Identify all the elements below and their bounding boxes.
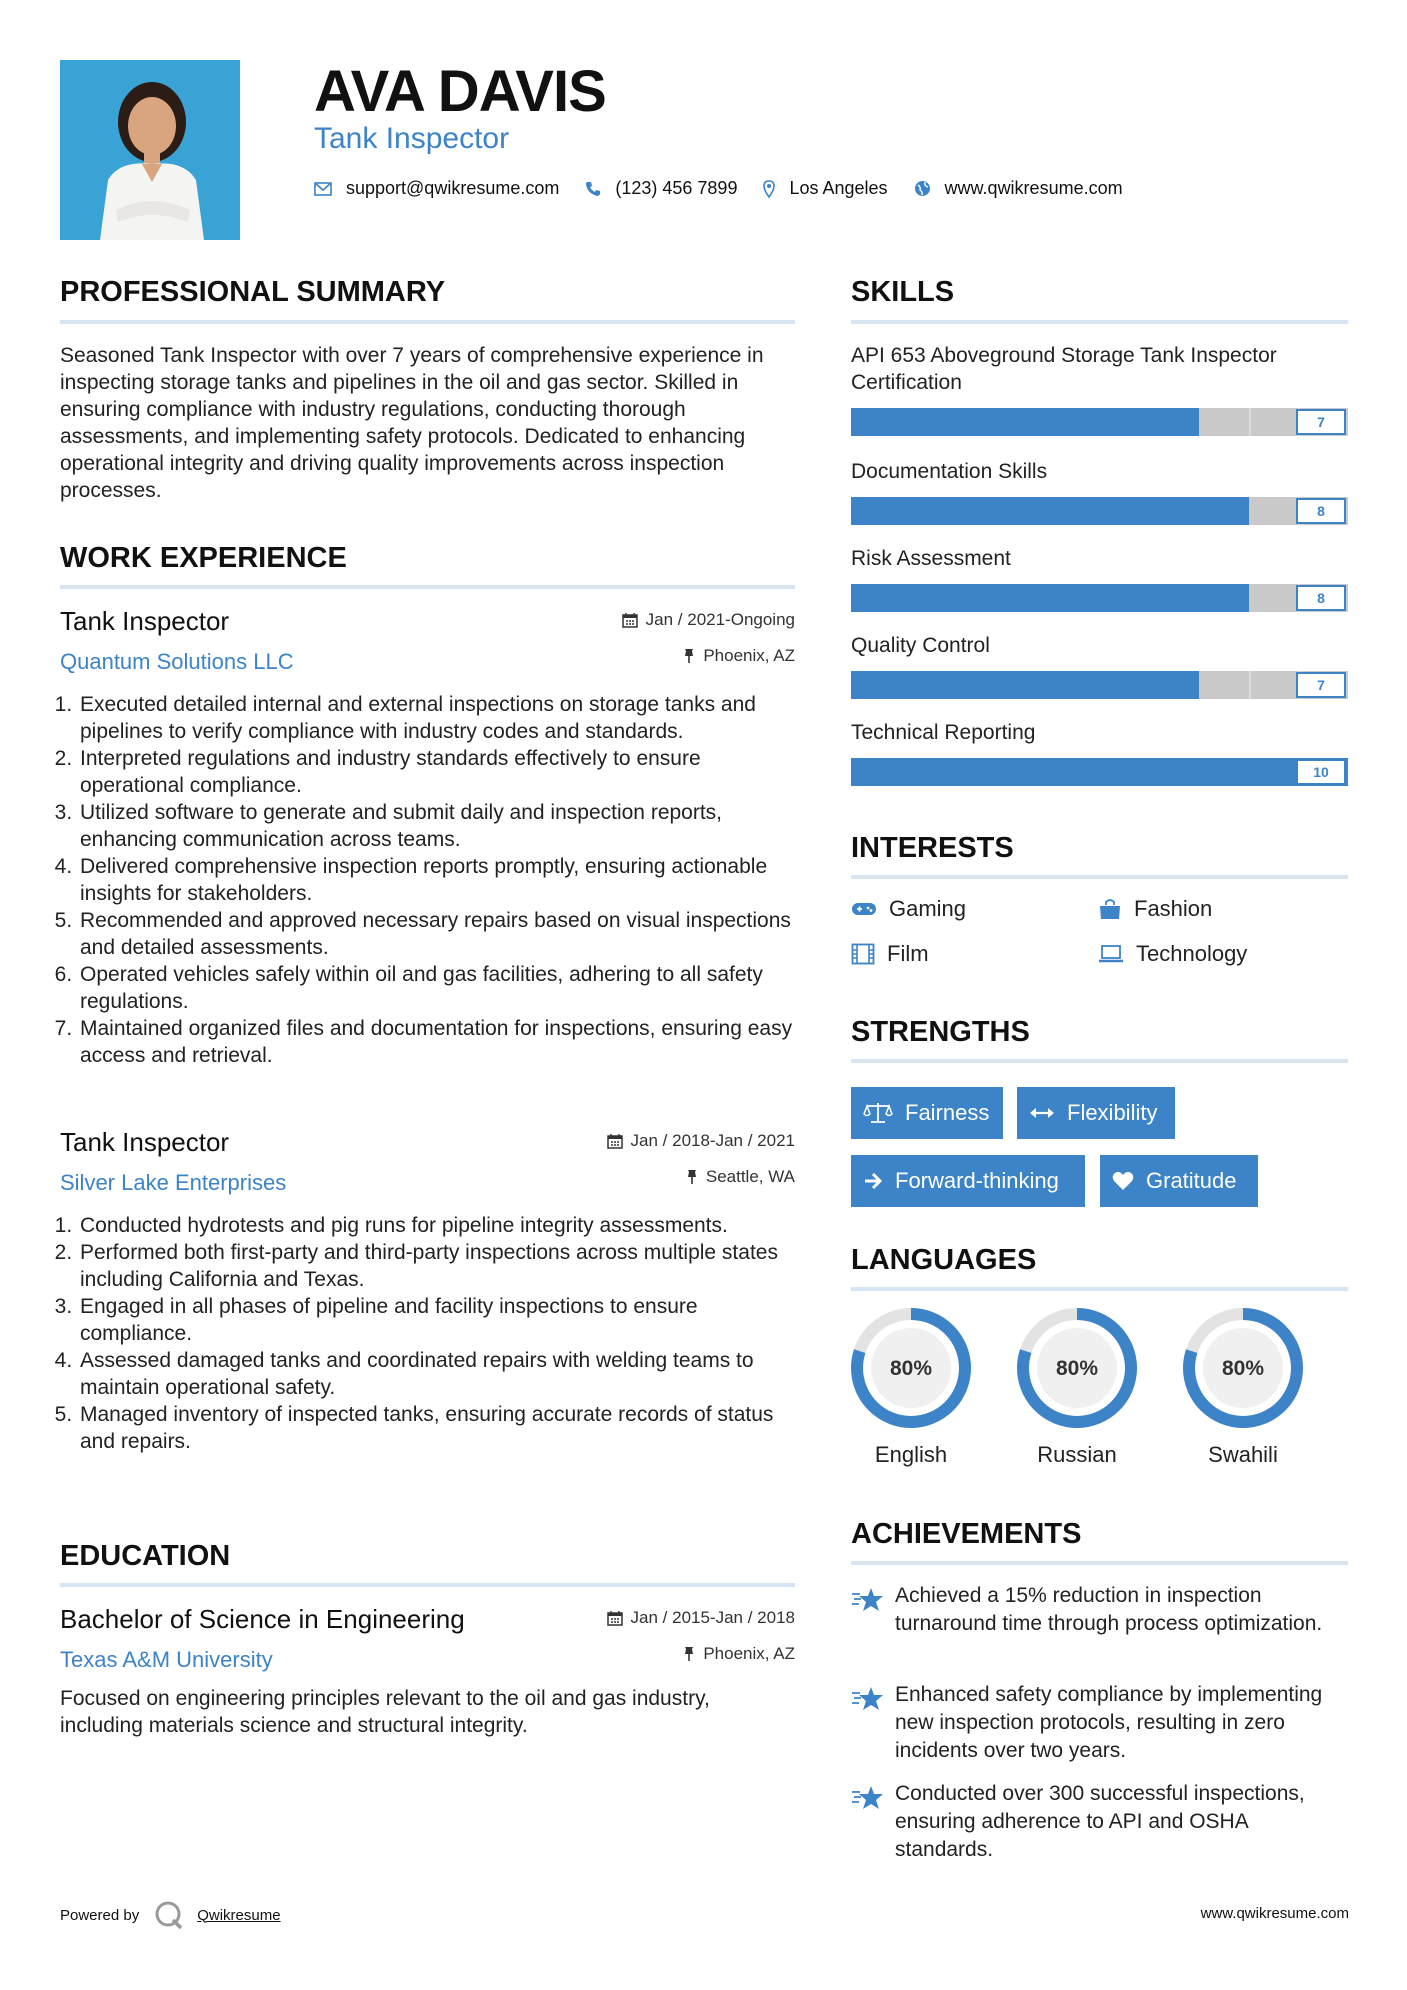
interests-rule xyxy=(851,875,1348,879)
job-bullet: 4. Assessed damaged tanks and coordinated repairs with welding teams to maintain operational safety. xyxy=(78,1347,795,1401)
achievements-heading: ACHIEVEMENTS xyxy=(851,1518,1082,1550)
interest-label: Technology xyxy=(1136,941,1248,966)
job-date xyxy=(607,1131,795,1151)
education-description: Focused on engineering principles relevant to the oil and gas industry, including materials science and structural integrity. xyxy=(60,1687,710,1737)
job-entry-2 xyxy=(60,1127,795,1455)
job-title: Tank Inspector xyxy=(60,606,230,636)
job-entry-1 xyxy=(60,606,795,1069)
skill-bar-fill xyxy=(851,497,1249,525)
skill-item xyxy=(851,342,1348,436)
language-ring xyxy=(1181,1306,1305,1430)
contact-website[interactable]: www.qwikresume.com xyxy=(944,178,1123,198)
interest-item xyxy=(851,941,929,967)
arrows-horizontal-icon xyxy=(1029,1106,1055,1120)
strengths-heading: STRENGTHS xyxy=(851,1016,1030,1048)
interest-item xyxy=(1098,941,1247,967)
job-bullet: 3. Engaged in all phases of pipeline and facility inspections to ensure compliance. xyxy=(78,1293,795,1347)
job-date-text: Jan / 2018-Jan / 2021 xyxy=(630,1131,795,1150)
interest-label: Film xyxy=(887,941,929,966)
strengths-rule xyxy=(851,1059,1348,1063)
contact-bar xyxy=(314,178,1149,199)
footer-powered-by xyxy=(60,1900,281,1930)
contact-phone[interactable]: (123) 456 7899 xyxy=(615,178,738,198)
job-location-text: Seattle, WA xyxy=(705,1167,795,1186)
language-percent: 80% xyxy=(1055,1357,1099,1380)
powered-by-label: Powered by xyxy=(60,1906,140,1924)
strength-badge xyxy=(1017,1087,1175,1139)
footer-website[interactable]: www.qwikresume.com xyxy=(1200,1905,1349,1922)
pin-icon xyxy=(683,1646,695,1662)
contact-email[interactable]: support@qwikresume.com xyxy=(346,178,560,198)
job-location xyxy=(686,1167,795,1187)
skill-level-badge: 8 xyxy=(1296,585,1346,611)
skill-level-badge: 10 xyxy=(1296,759,1346,785)
balance-scale-icon xyxy=(863,1101,893,1125)
skill-name: Risk Assessment xyxy=(851,547,1011,570)
job-bullets xyxy=(60,1212,795,1455)
job-company: Silver Lake Enterprises xyxy=(60,1170,287,1195)
skill-name: Quality Control xyxy=(851,634,990,657)
globe-icon xyxy=(914,180,931,197)
gamepad-icon xyxy=(851,900,877,918)
job-location-text: Phoenix, AZ xyxy=(703,646,795,665)
candidate-title: Tank Inspector xyxy=(314,122,510,155)
skill-bar-fill xyxy=(851,408,1199,436)
heart-icon xyxy=(1112,1171,1134,1191)
education-date-text: Jan / 2015-Jan / 2018 xyxy=(630,1608,795,1627)
education-heading: EDUCATION xyxy=(60,1540,231,1572)
interest-label: Gaming xyxy=(889,896,967,921)
job-bullet: 1. Conducted hydrotests and pig runs for pipeline integrity assessments. xyxy=(78,1212,795,1239)
language-name: Swahili xyxy=(1208,1442,1278,1467)
skills-rule xyxy=(851,320,1348,324)
strength-label: Forward-thinking xyxy=(895,1168,1059,1193)
job-bullet: 2. Performed both first-party and third-party inspections across multiple states including California and Texas. xyxy=(78,1239,795,1293)
education-school: Texas A&M University xyxy=(60,1647,273,1672)
pin-icon xyxy=(683,648,695,664)
education-location-text: Phoenix, AZ xyxy=(703,1644,795,1663)
languages-rule xyxy=(851,1287,1348,1291)
pin-icon xyxy=(686,1169,698,1185)
achievement-item xyxy=(851,1780,1348,1864)
film-icon xyxy=(851,943,875,965)
job-bullet: 5. Managed inventory of inspected tanks, ensuring accurate records of status and repairs. xyxy=(78,1401,795,1455)
skill-item xyxy=(851,719,1348,786)
interest-label: Fashion xyxy=(1134,896,1213,921)
strength-badge xyxy=(1100,1155,1258,1207)
experience-heading: WORK EXPERIENCE xyxy=(60,542,347,574)
language-ring xyxy=(1015,1306,1139,1430)
skill-bar xyxy=(851,584,1348,612)
skill-item xyxy=(851,458,1348,525)
skill-bar xyxy=(851,408,1348,436)
skill-name: API 653 Aboveground Storage Tank Inspector Certification xyxy=(851,344,1277,394)
skill-level-badge: 8 xyxy=(1296,498,1346,524)
education-rule xyxy=(60,1583,795,1587)
profile-photo xyxy=(60,60,240,240)
candidate-name: AVA DAVIS xyxy=(314,59,606,124)
skill-level-badge: 7 xyxy=(1296,672,1346,698)
interest-item xyxy=(851,896,966,922)
strength-badge xyxy=(851,1087,1003,1139)
skill-bar-fill xyxy=(851,584,1249,612)
contact-location: Los Angeles xyxy=(789,178,888,198)
strength-label: Gratitude xyxy=(1146,1168,1237,1193)
skill-bar xyxy=(851,758,1348,786)
language-item xyxy=(1015,1306,1139,1468)
calendar-icon xyxy=(607,1133,623,1149)
interest-item xyxy=(1098,896,1212,922)
language-percent: 80% xyxy=(889,1357,933,1380)
job-company: Quantum Solutions LLC xyxy=(60,649,294,674)
experience-rule xyxy=(60,585,795,589)
language-percent: 80% xyxy=(1221,1357,1265,1380)
achievement-item xyxy=(851,1681,1348,1765)
skill-bar-fill xyxy=(851,671,1199,699)
star-icon xyxy=(851,1784,885,1812)
education-degree: Bachelor of Science in Engineering xyxy=(60,1604,465,1634)
job-bullet: 3. Utilized software to generate and submit daily and inspection reports, enhancing communication across teams. xyxy=(78,799,795,853)
job-date-text: Jan / 2021-Ongoing xyxy=(645,610,795,629)
achievement-text: Achieved a 15% reduction in inspection turnaround time through process optimization. xyxy=(895,1584,1323,1635)
skill-name: Technical Reporting xyxy=(851,721,1036,744)
education-entry xyxy=(60,1604,795,1739)
job-bullet: 7. Maintained organized files and documentation for inspections, ensuring easy access and retrieval. xyxy=(78,1015,795,1069)
star-icon xyxy=(851,1586,885,1614)
skill-bar-segment xyxy=(1249,671,1251,699)
profile-photo-illustration xyxy=(60,60,240,240)
job-bullets xyxy=(60,691,795,1069)
education-location xyxy=(683,1644,795,1664)
calendar-icon xyxy=(622,612,638,628)
summary-rule xyxy=(60,320,795,324)
strength-label: Fairness xyxy=(905,1100,990,1125)
achievement-text: Enhanced safety compliance by implementing new inspection protocols, resulting in zero incidents over two years. xyxy=(895,1683,1323,1762)
skill-name: Documentation Skills xyxy=(851,460,1048,483)
job-bullet: 1. Executed detailed internal and external inspections on storage tanks and pipelines to verify compliance with industry codes and standards. xyxy=(78,691,795,745)
language-item xyxy=(1181,1306,1305,1468)
star-icon xyxy=(851,1685,885,1713)
language-item xyxy=(849,1306,973,1468)
job-title: Tank Inspector xyxy=(60,1127,230,1157)
skill-bar xyxy=(851,671,1348,699)
strength-badge xyxy=(851,1155,1085,1207)
job-bullet: 2. Interpreted regulations and industry standards effectively to ensure operational compliance. xyxy=(78,745,795,799)
laptop-icon xyxy=(1098,944,1124,964)
job-bullet: 6. Operated vehicles safely within oil and gas facilities, adhering to all safety regulations. xyxy=(78,961,795,1015)
job-bullet: 4. Delivered comprehensive inspection reports promptly, ensuring actionable insights for stakeholders. xyxy=(78,853,795,907)
achievement-item xyxy=(851,1582,1348,1638)
skill-bar-fill xyxy=(851,758,1348,786)
shopping-bag-icon xyxy=(1098,898,1122,920)
skills-heading: SKILLS xyxy=(851,276,955,308)
job-date xyxy=(622,610,795,630)
arrow-right-icon xyxy=(863,1171,883,1191)
skill-item xyxy=(851,545,1348,612)
map-marker-icon xyxy=(763,180,775,198)
strength-label: Flexibility xyxy=(1067,1100,1158,1125)
skill-bar-segment xyxy=(1249,408,1251,436)
interests-heading: INTERESTS xyxy=(851,832,1014,864)
qwikresume-logo-icon xyxy=(153,1900,185,1930)
language-name: Russian xyxy=(1037,1442,1117,1467)
summary-heading: PROFESSIONAL SUMMARY xyxy=(60,276,446,308)
achievement-text: Conducted over 300 successful inspections, ensuring adherence to API and OSHA standards. xyxy=(895,1782,1305,1861)
brand-link[interactable]: Qwikresume xyxy=(197,1906,281,1924)
calendar-icon xyxy=(607,1610,623,1626)
skill-item xyxy=(851,632,1348,699)
language-ring xyxy=(849,1306,973,1430)
job-bullet: 5. Recommended and approved necessary repairs based on visual inspections and detailed assessments. xyxy=(78,907,795,961)
summary-text: Seasoned Tank Inspector with over 7 years of comprehensive experience in inspecting storage tanks and pipelines in the oil and gas sector. Skilled in ensuring compliance with industry regulations, conducting thorough assessments, and implementing safety protocols. Dedicated to enhancing operational integrity and driving quality improvements across inspection processes. xyxy=(60,344,764,502)
achievements-rule xyxy=(851,1561,1348,1565)
education-date xyxy=(607,1608,795,1628)
envelope-icon xyxy=(314,182,332,196)
skill-level-badge: 7 xyxy=(1296,409,1346,435)
languages-heading: LANGUAGES xyxy=(851,1244,1037,1276)
language-name: English xyxy=(874,1442,948,1467)
phone-icon xyxy=(585,181,601,197)
job-location xyxy=(683,646,795,666)
skill-bar xyxy=(851,497,1348,525)
